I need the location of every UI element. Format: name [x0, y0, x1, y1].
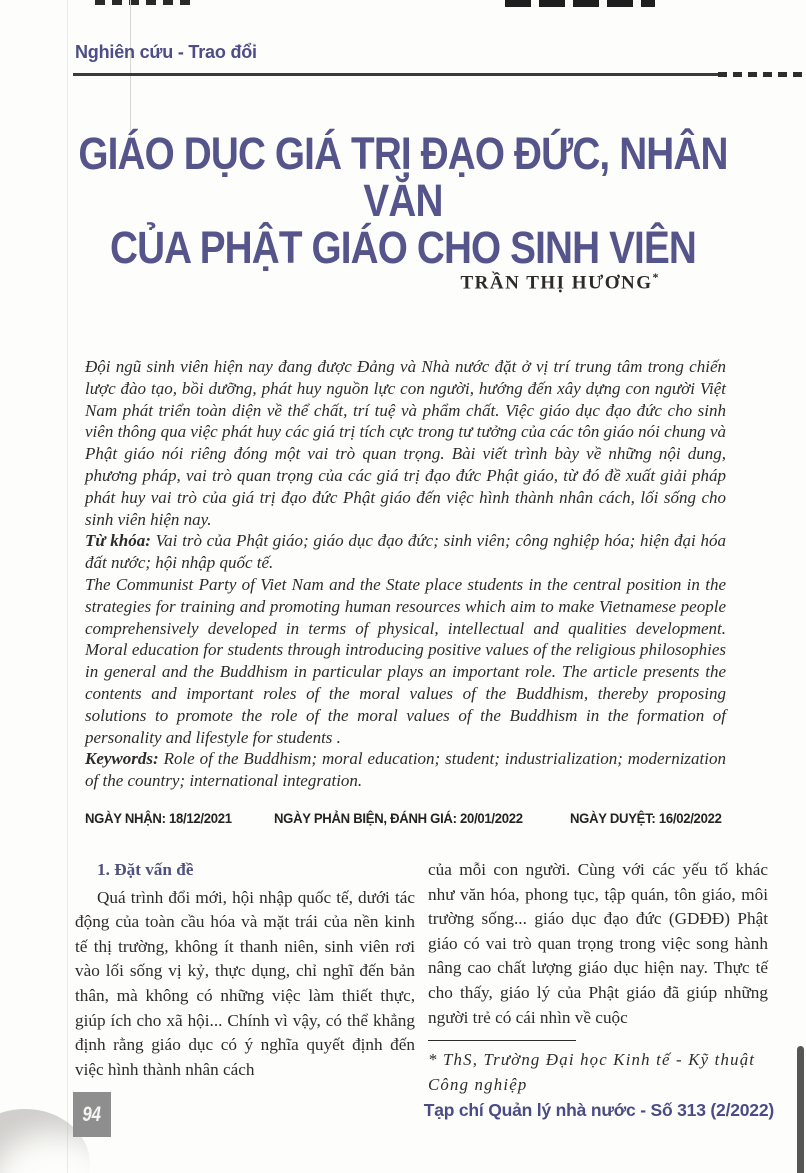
- page-number: 94: [82, 1102, 102, 1126]
- body-paragraph-left: Quá trình đổi mới, hội nhập quốc tế, dưới tác động của toàn cầu hóa và mặt trái của nền kinh tế thị trường, không ít thanh niên, sinh viên rơi vào lối sống vị kỷ, thực dụng, chỉ nghĩ đến bản thân, mà không có những việc làm thiết thực, giúp ích cho xã hội... Chính vì vậy, có thể khẳng định rằng giáo dục có ý nghĩa quyết định đến việc hình thành nhân cách: [75, 887, 415, 1079]
- journal-footer-title: Tạp chí Quản lý nhà nước - Số 313 (2/2022): [423, 1100, 774, 1120]
- abstract-block: [85, 356, 726, 792]
- article-title-line2: CỦA PHẬT GIÁO CHO SINH VIÊN: [109, 222, 696, 273]
- header-rule: [73, 73, 718, 76]
- keywords-vietnamese: [85, 530, 726, 574]
- article-title-line1: GIÁO DỤC GIÁ TRỊ ĐẠO ĐỨC, NHÂN VĂN: [78, 128, 728, 226]
- body-column-left: [75, 858, 415, 1097]
- body-column-right: [428, 858, 768, 1097]
- date-approved: NGÀY DUYỆT: 16/02/2022: [570, 811, 723, 826]
- author-affiliation-footnote: [428, 1040, 768, 1097]
- running-head-section-label: Nghiên cứu - Trao đổi: [75, 42, 257, 62]
- author-footnote-marker: *: [652, 270, 660, 284]
- keywords-en-text: Role of the Buddhism; moral education; student; industrialization; modernization of the country; international integration.: [85, 749, 726, 791]
- abstract-english: The Communist Party of Viet Nam and the State place students in the central position in the strategies for training and promoting human resources which aim to make Vietnamese people comprehensively developed in terms of physical, intellectual and qualities development. Moral education for students through introducing positive values of the religious philosophies in general and the Buddhism in particular plays an important role. The article presents the contents and important roles of the moral values of the Buddhism, thereby proposing solutions to promote the role of the moral values of the Buddhism in the formation of personality and lifestyle for students .: [85, 574, 726, 747]
- section-1-heading: 1. Đặt vấn đề: [97, 860, 194, 879]
- body-paragraph-right: của mỗi con người. Cùng với các yếu tố khác như văn hóa, phong tục, tập quán, tôn giáo, môi trường sống... giáo dục đạo đức (GDĐĐ) Phật giáo có vai trò quan trọng trong việc song hành nâng cao chất lượng giáo dục hiện nay. Thực tế cho thấy, giáo lý của Phật giáo đã giúp những người trẻ có cái nhìn về cuộc: [428, 860, 768, 1027]
- abstract-vietnamese: Đội ngũ sinh viên hiện nay đang được Đảng và Nhà nước đặt ở vị trí trung tâm trong chiến lược đào tạo, bồi dưỡng, phát huy nguồn lực con người, hướng đến xây dựng con người Việt Nam phát triển toàn diện về thể chất, trí tuệ và phẩm chất. Việc giáo dục đạo đức cho sinh viên thông qua việc phát huy các giá trị tích cực trong tư tưởng của các tôn giáo nói chung và Phật giáo nói riêng đóng một vai trò quan trọng. Bài viết trình bày về những nội dung, phương pháp, vai trò quan trọng của các giá trị đạo đức Phật giáo, từ đó đề xuất giải pháp phát huy vai trò của giá trị đạo đức Phật giáo đến việc hình thành nhân cách, lối sống cho sinh viên hiện nay.: [85, 357, 726, 529]
- keywords-english: [85, 748, 726, 792]
- keywords-vi-text: Vai trò của Phật giáo; giáo dục đạo đức; sinh viên; công nghiệp hóa; hiện đại hóa đất nước; hội nhập quốc tế.: [85, 531, 726, 573]
- scan-artifact-edge-bar: [797, 1046, 804, 1173]
- scan-artifact-dashes: [95, 0, 195, 5]
- scan-artifact-dashes: [505, 0, 655, 7]
- keywords-vi-label: Từ khóa:: [85, 531, 151, 551]
- date-received: NGÀY NHẬN: 18/12/2021: [85, 811, 232, 826]
- footnote-rule: [428, 1040, 576, 1041]
- keywords-en-label: Keywords:: [85, 749, 159, 769]
- body-columns: [75, 858, 768, 1097]
- footnote-text: * ThS, Trường Đại học Kinh tế - Kỹ thuật Công nghiệp: [428, 1050, 756, 1095]
- header-rule-dashed-end: [718, 72, 806, 77]
- page-number-box: [73, 1092, 111, 1137]
- author-name: TRẦN THỊ HƯƠNG*: [460, 270, 660, 294]
- date-reviewed: NGÀY PHẢN BIỆN, ĐÁNH GIÁ: 20/01/2022: [274, 811, 523, 826]
- submission-dates: [85, 811, 730, 826]
- article-title: [0, 130, 806, 271]
